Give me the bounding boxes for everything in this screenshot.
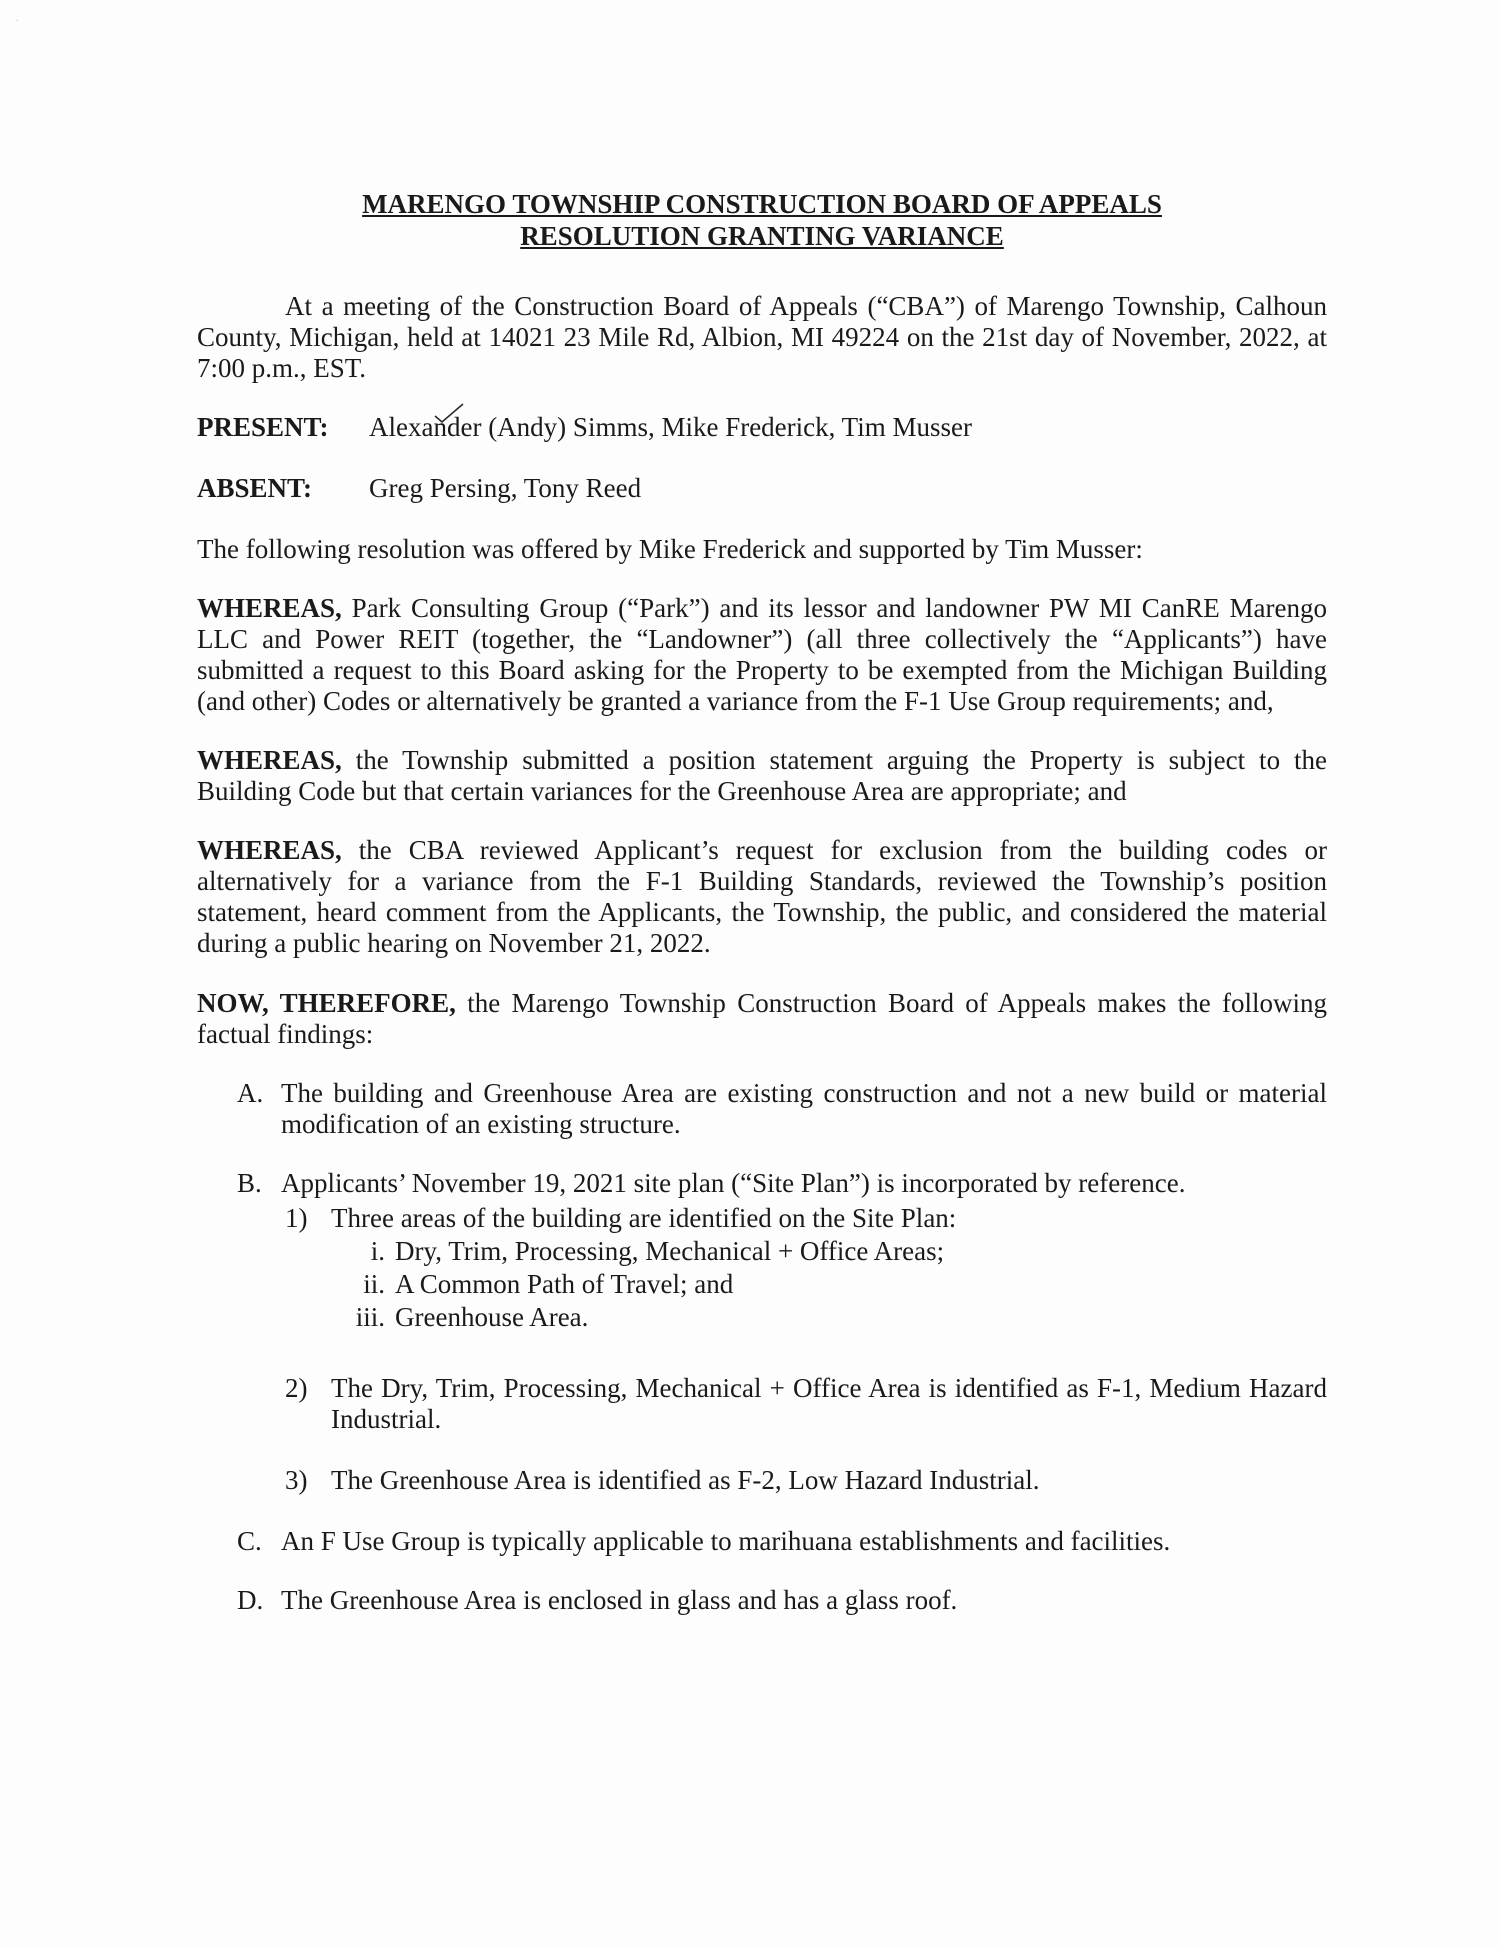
offered-paragraph: The following resolution was offered by Mike Frederick and supported by Tim Musser: xyxy=(197,534,1143,565)
list-item-text: A Common Path of Travel; and xyxy=(395,1268,734,1299)
list-item xyxy=(331,1302,1327,1333)
therefore-lead: NOW, THEREFORE, xyxy=(197,987,456,1018)
subitem-marker: 1) xyxy=(285,1202,308,1233)
document-title xyxy=(197,188,1327,253)
present-names: Alexander (Andy) Simms, Mike Frederick, Tim Musser xyxy=(369,411,972,442)
roman-numeral: ii. xyxy=(363,1268,385,1299)
whereas-paragraph-2 xyxy=(197,745,1327,807)
finding-text: An F Use Group is typically applicable to marihuana establishments and facilities. xyxy=(281,1526,1171,1557)
present-row xyxy=(197,412,1327,443)
subitem-text: The Greenhouse Area is identified as F-2, Low Hazard Industrial. xyxy=(331,1465,1040,1496)
whereas-lead: WHEREAS, xyxy=(197,593,342,624)
intro-paragraph: At a meeting of the Construction Board of Appeals (“CBA”) of Marengo Township, Calhoun County, Michigan, held at 14021 23 Mile Rd, Albion, MI 49224 on the 21st day of November, 2022, at 7:00 p.m., EST. xyxy=(197,290,1327,383)
whereas-lead: WHEREAS, xyxy=(197,835,342,866)
document-body xyxy=(197,188,1327,1644)
whereas-paragraph-1 xyxy=(197,593,1327,717)
whereas-text: the CBA reviewed Applicant’s request for exclusion from the building codes or alternatively for a variance from the F-1 Building Standards, reviewed the Township’s position statement, heard comment from the Applicants, the Township, the public, and considered the material during a public hearing on November 21, 2022. xyxy=(197,835,1328,959)
finding-c xyxy=(237,1526,1327,1557)
present-label: PRESENT: xyxy=(197,411,329,442)
subitem-marker: 3) xyxy=(285,1465,308,1496)
therefore-paragraph xyxy=(197,988,1327,1050)
absent-names: Greg Persing, Tony Reed xyxy=(369,472,642,503)
title-line-1: MARENGO TOWNSHIP CONSTRUCTION BOARD OF APPEALS xyxy=(362,189,1162,219)
finding-marker: A. xyxy=(237,1077,264,1108)
finding-b xyxy=(237,1168,1327,1199)
list-item xyxy=(331,1269,1327,1300)
title-line-2: RESOLUTION GRANTING VARIANCE xyxy=(520,221,1004,252)
finding-text: The building and Greenhouse Area are existing construction and not a new build or material modification of an existing structure. xyxy=(281,1077,1327,1139)
subitem-3 xyxy=(285,1465,1327,1496)
subitem-text: Three areas of the building are identified on the Site Plan: xyxy=(331,1202,957,1233)
finding-d xyxy=(237,1585,1327,1616)
subitem-marker: 2) xyxy=(285,1372,308,1403)
finding-marker: C. xyxy=(237,1526,262,1557)
absent-label: ABSENT: xyxy=(197,472,313,503)
subitem-2 xyxy=(285,1373,1327,1435)
roman-numeral: iii. xyxy=(355,1301,385,1332)
whereas-text: the Township submitted a position statement arguing the Property is subject to the Building Code but that certain variances for the Greenhouse Area are appropriate; and xyxy=(197,745,1327,807)
whereas-lead: WHEREAS, xyxy=(197,745,342,776)
therefore-text: the Marengo Township Construction Board of Appeals makes the following factual findings: xyxy=(197,987,1327,1049)
subitem-text: The Dry, Trim, Processing, Mechanical + Office Area is identified as F-1, Medium Hazard Industrial. xyxy=(331,1372,1327,1434)
scan-artifact: ˙ xyxy=(14,18,20,32)
absent-row xyxy=(197,473,1327,504)
finding-b-subitems xyxy=(285,1203,1327,1496)
subitem-1 xyxy=(285,1203,1327,1234)
finding-marker: B. xyxy=(237,1167,262,1198)
finding-text: The Greenhouse Area is enclosed in glass and has a glass roof. xyxy=(281,1585,958,1616)
whereas-paragraph-3 xyxy=(197,835,1327,959)
finding-text: Applicants’ November 19, 2021 site plan (“Site Plan”) is incorporated by reference. xyxy=(281,1167,1186,1198)
finding-marker: D. xyxy=(237,1585,264,1616)
list-item-text: Dry, Trim, Processing, Mechanical + Office Areas; xyxy=(395,1235,945,1266)
roman-list xyxy=(331,1236,1327,1333)
list-item-text: Greenhouse Area. xyxy=(395,1301,589,1332)
roman-numeral: i. xyxy=(370,1235,385,1266)
list-item xyxy=(331,1236,1327,1267)
whereas-text: Park Consulting Group (“Park”) and its lessor and landowner PW MI CanRE Marengo LLC and Power REIT (together, the “Landowner”) (all three collectively the “Applicants”) have submitted a request to this Board asking for the Property to be exempted from the Michigan Building (and other) Codes or alternatively be granted a variance from the F-1 Use Group requirements; and, xyxy=(197,593,1328,717)
finding-a xyxy=(237,1078,1327,1140)
